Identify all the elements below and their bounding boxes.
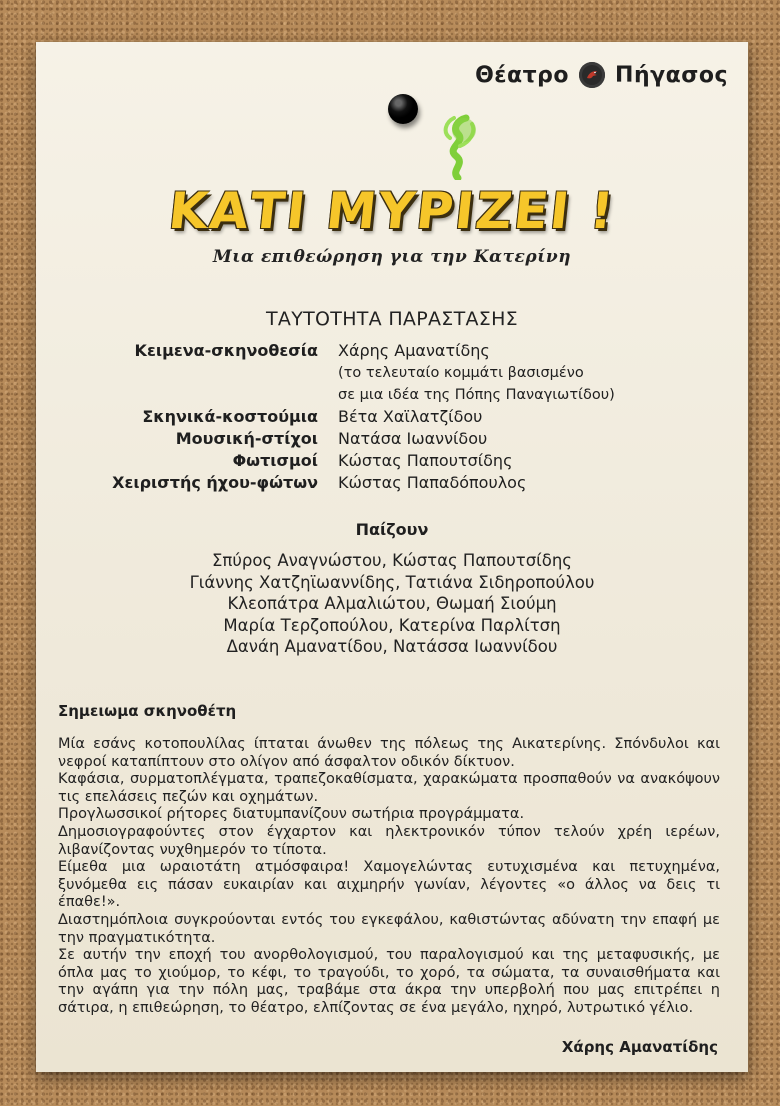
director-note-heading: Σημειωμα σκηνοθέτη — [58, 702, 237, 720]
note-paragraph: Καφάσια, συρματοπλέγματα, τραπεζοκαθίσματα, χαρακώματα προσπαθούν να ανακόψουν τις επελάσεις πεζών και οχημάτων. — [58, 771, 720, 805]
credit-role: Χειριστής ήχου-φώτων — [112, 473, 318, 492]
credit-row — [36, 340, 748, 406]
note-paragraph: Δημοσιογραφούντες στον έγχαρτον και ηλεκτρονικόν τύπον τελούν χρέη ιερέων, λιβανίζοντας νυχθημερόν το τίποτα. — [58, 823, 720, 858]
show-title: ΚΑΤΙ ΜΥΡΙΖΕΙ ! — [165, 182, 619, 240]
credit-role: Κειμενα-σκηνοθεσία — [134, 341, 318, 360]
cast-heading: Παίζουν — [355, 520, 429, 539]
credit-name: Βέτα Χαϊλατζίδου — [338, 407, 483, 426]
credit-role: Σκηνικά-κοστούμια — [142, 407, 318, 426]
credit-row — [36, 450, 748, 472]
credit-row — [36, 428, 748, 450]
credit-row — [36, 472, 748, 494]
note-paragraph: Είμεθα μια ωραιοτάτη ατμόσφαιρα! Χαμογελώντας ευτυχισμένα και πετυχημένα, ξυνόμεθα εις πάσαν ευκαιρίαν και αιχμηρήν γωνίαν, λέγοντες «ο άλλος να δεις τι έπαθε!». — [58, 859, 720, 911]
credit-role: Μουσική-στίχοι — [175, 429, 318, 448]
director-signature: Χάρης Αμανατίδης — [561, 1038, 718, 1056]
credit-name: Κώστας Παπουτσίδης — [338, 451, 513, 470]
theater-brand — [475, 62, 728, 88]
credits-list — [36, 340, 748, 494]
actor-line: Δανάη Αμανατίδου, Νατάσσα Ιωαννίδου — [226, 637, 558, 656]
pegasus-icon — [579, 62, 605, 88]
push-pin-icon — [388, 94, 418, 124]
production-credits-heading: ΤΑΥΤΟΤΗΤΑ ΠΑΡΑΣΤΑΣΗΣ — [266, 308, 518, 330]
credit-note: (το τελευταίο κομμάτι βασισμένο — [338, 365, 584, 381]
actor-line: Μαρία Τερζοπούλου, Κατερίνα Παρλίτση — [223, 615, 561, 635]
actors-list — [36, 550, 748, 658]
note-paragraph: Μία εσάνς κοτοπουλίλας ίπταται άνωθεν της πόλεως της Αικατερίνης. Σπόνδυλοι και νεφροί καταπίπτουν στο ολίγον από άσφαλτον οδικόν δίκτυον. — [58, 736, 720, 770]
note-paragraph: Σε αυτήν την εποχή του ανορθολογισμού, του παραλογισμού και της μεταφυσικής, με όπλα μας το χιούμορ, το κέφι, το τραγούδι, το χορό, τα σώματα, τα συναισθήματα και την αγάπη για την πόλη μας, τραβάμε στα άκρα την υπερβολή που μας επιτρέπει η σάτιρα, η επιθεώρηση, το θέατρο, ελπίζοντας σε ένα μεγάλο, ηχηρό, λυτρωτικό γέλιο. — [58, 947, 720, 1016]
credit-name-block — [338, 340, 748, 406]
credit-name: Κώστας Παπαδόπουλος — [338, 473, 527, 492]
note-paragraph: Διαστημόπλοια συγκρούονται εντός του εγκεφάλου, καθιστώντας αδύνατη την επαφή με την πραγματικότητα. — [58, 911, 720, 946]
actor-line: Σπύρος Αναγνώστου, Κώστας Παπουτσίδης — [211, 551, 572, 570]
brand-name-right: Πήγασος — [615, 62, 728, 88]
credit-name: Χάρης Αμανατίδης — [338, 341, 490, 360]
credit-note: σε μια ιδέα της Πόπης Παναγιωτίδου) — [338, 387, 615, 403]
actor-line: Κλεοπάτρα Αλμαλιώτου, Θωμαή Σιούμη — [227, 594, 557, 613]
credit-name: Νατάσα Ιωαννίδου — [338, 429, 488, 448]
actor-line: Γιάννης Χατζηϊωαννίδης, Τατιάνα Σιδηροπούλου — [189, 572, 595, 592]
brand-name-left: Θέατρο — [475, 62, 570, 88]
credit-role: Φωτισμοί — [232, 451, 318, 470]
poster-sheet — [36, 42, 748, 1072]
note-paragraph: Προγλωσσικοί ρήτορες διατυμπανίζουν σωτήρια προγράμματα. — [58, 806, 525, 823]
smell-cloud-icon — [436, 108, 482, 180]
director-note-body — [58, 736, 720, 1018]
credit-row — [36, 406, 748, 428]
show-subtitle: Μια επιθεώρηση για την Κατερίνη — [212, 247, 572, 267]
